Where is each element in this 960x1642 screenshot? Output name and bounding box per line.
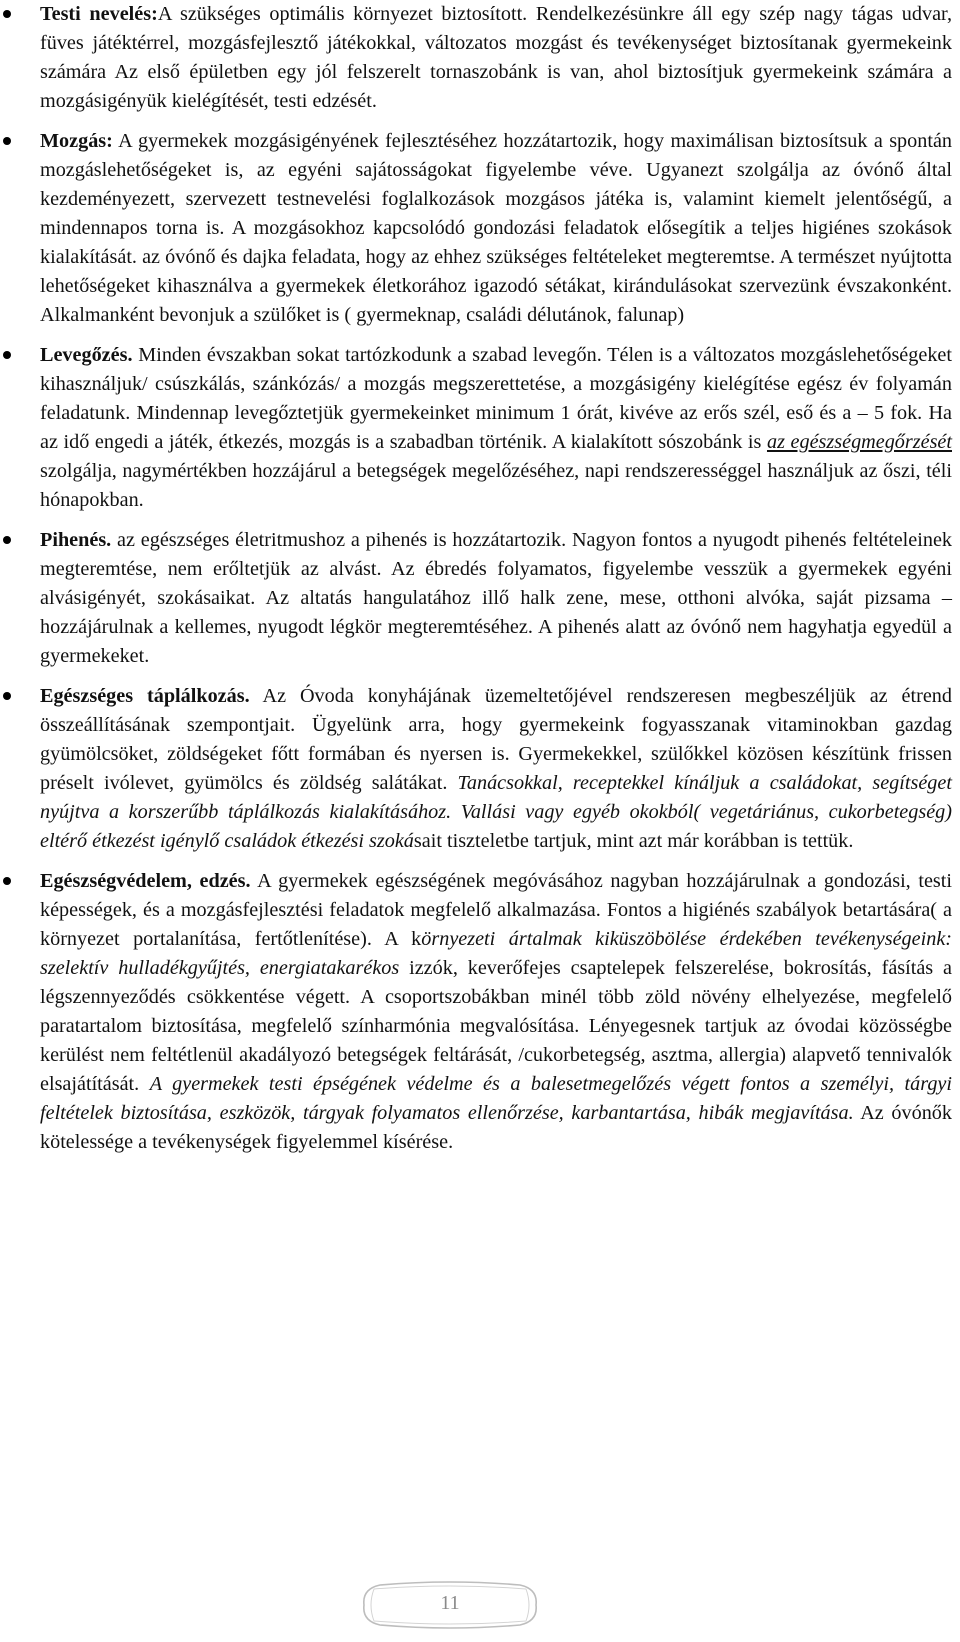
paragraph-heading: Egészséges táplálkozás. xyxy=(40,685,250,707)
paragraph-text: izzók, keverőfejes csaptelepek felszerelése, bokrosítás, fásítás a légszennyeződés csökkentése végett. A csoportszobákban minél több zöld növény elhelyezése, megfelelő paratartalom biztosítása, megfelelő színharmónia megvalósítása. Lényegesnek tartjuk az óvodai közösségbe kerülést nem feltétlenül akadályozó betegségek feltárását, /cukorbetegség, asztma, allergia) alapvető tennivalók elsajátítását. xyxy=(40,957,952,1095)
bullet-list xyxy=(40,0,952,1168)
bullet-paragraph xyxy=(40,341,952,515)
emphasized-text: örnyezeti ártalmak kiküszöbölése érdekében tevékenységeink: szelektív hulladékgyűjtés, energiatakarékos xyxy=(40,928,952,979)
paragraph-text: A szükséges optimális környezet biztosított. Rendelkezésünkre áll egy szép nagy tágas udvar, füves játéktérrel, mozgásfejlesztő játékokkal, változatos mozgást és tevékenységet biztosítanak gyermekeink számára Az első épületben egy jól felszerelt tornaszobánk is van, ahol biztosítjuk gyermekeink számára a mozgásigényük kielégítését, testi edzését. xyxy=(40,3,952,112)
paragraph-text: Az óvónők kötelessége a tevékenységek figyelemmel kísérése. xyxy=(40,1102,952,1153)
bullet-dot-icon xyxy=(3,536,11,544)
paragraph-text: A gyermekek egészségének megóvásához nagyban hozzájárulnak a gondozási, testi képességek, és a mozgásfejlesztési feladatok megfelelő alkalmazása. Fontos a higiénés szabályok betartására( a környezet portalanítása, fertőtlenítése). A k xyxy=(40,870,952,950)
paragraph-text: Az Óvoda konyhájának üzemeltetőjével rendszeresen megbeszéljük az étrend összeállításának szempontjait. Ügyelünk arra, hogy gyermekeink fogyasszanak vitaminokban gazdag gyümölcsöket, zöldségeket főtt formában és nyersen is. Gyermekekkel, szülőkkel közösen készítünk frissen préselt ivólevet, gyümölcs és zöldség salátákat. xyxy=(40,685,952,794)
bullet-dot-icon xyxy=(3,137,11,145)
bullet-dot-icon xyxy=(3,692,11,700)
bullet-paragraph xyxy=(40,682,952,856)
paragraph-heading: Levegőzés. xyxy=(40,344,133,366)
paragraph-heading: Testi nevelés: xyxy=(40,3,158,25)
paragraph-text: az egészséges életritmushoz a pihenés is hozzátartozik. Nagyon fontos a nyugodt pihenés feltételeinek megteremtése, nem erőltetjük az alvást. Az ébredés folyamatos, figyelembe vesszük a gyermekek egyéni alvásigényét, szokásaikat. Az altatás hangulatához illő halk zene, mese, otthoni alvóka, saját pizsama – hozzájárulnak a kellemes, nyugodt légkör megteremtéséhez. A pihenés alatt az óvónő nem hagyhatja egyedül a gyermekeket. xyxy=(40,529,952,667)
paragraph-text: Minden évszakban sokat tartózkodunk a szabad levegőn. Télen is a változatos mozgáslehetőségeket kihasználjuk/ csúszkálás, szánkózás/ a mozgás megszerettetése, a mozgásigény kielégítése egész év folyamán feladatunk. Mindennap levegőztetjük gyermekeinket minimum 1 órát, kivéve az erős szél, eső és a – 5 fok. Ha az idő engedi a játék, étkezés, mozgás is a szabadban történik. A kialakított sószobánk is xyxy=(40,344,952,453)
bullet-paragraph xyxy=(40,867,952,1157)
emphasized-text: az egészségmegőrzését xyxy=(766,431,952,453)
page-number: 11 xyxy=(440,1592,460,1614)
bullet-dot-icon xyxy=(3,10,11,18)
emphasized-text: Tanácsokkal, receptekkel kínáljuk a családokat, segítséget nyújtva a korszerűbb táplálkozás kialakításához. Vallási vagy egyéb okokból( vegetáriánus, cukorbetegség) eltérő étkezést igénylő családok étkezési szoká xyxy=(40,772,952,852)
bullet-paragraph xyxy=(40,526,952,671)
bullet-paragraph xyxy=(40,127,952,330)
paragraph-text: szolgálja, nagymértékben hozzájárul a betegségek megelőzéséhez, napi rendszerességgel használjuk az őszi, téli hónapokban. xyxy=(40,460,952,511)
paragraph-text: A gyermekek mozgásigényének fejlesztéséhez hozzátartozik, hogy maximálisan biztosítsuk a spontán mozgáslehetőségeket is, az egyéni sajátosságokat figyelembe véve. Ugyanezt szolgálja az óvónő által kezdeményezett, szervezett testnevelési foglalkozások mozgásos játéka is, valamint kiemelt jelentőségű, a mindennapos torna is. A mozgásokhoz kapcsolódó gondozási feladatok elősegítik a teljes higiénes szokások kialakítását. az óvónő és dajka feladata, hogy az ehhez szükséges feltételeket megteremtse. A természet nyújtotta lehetőségeket kihasználva a gyermekek életkorához igazodó sétákat, kirándulásokat szervezünk évszakonként. Alkalmanként bevonjuk a szülőket is ( gyermeknap, családi délutánok, falunap) xyxy=(40,130,952,326)
bullet-paragraph xyxy=(40,0,952,116)
paragraph-heading: Egészségvédelem, edzés. xyxy=(40,870,251,892)
emphasized-text: A gyermekek testi épségének védelme és a balesetmegelőzés végett fontos a személyi, tárgyi feltételek biztosítása, eszközök, tárgyak folyamatos ellenőrzése, karbantartása, hibák megjavítása. xyxy=(40,1073,952,1124)
paragraph-heading: Pihenés. xyxy=(40,529,112,551)
bullet-dot-icon xyxy=(3,877,11,885)
page-number-badge xyxy=(350,1577,550,1633)
paragraph-text: sait tiszteletbe tartjuk, mint azt már korábban is tettük. xyxy=(413,830,854,852)
bullet-dot-icon xyxy=(3,351,11,359)
paragraph-heading: Mozgás: xyxy=(40,130,113,152)
